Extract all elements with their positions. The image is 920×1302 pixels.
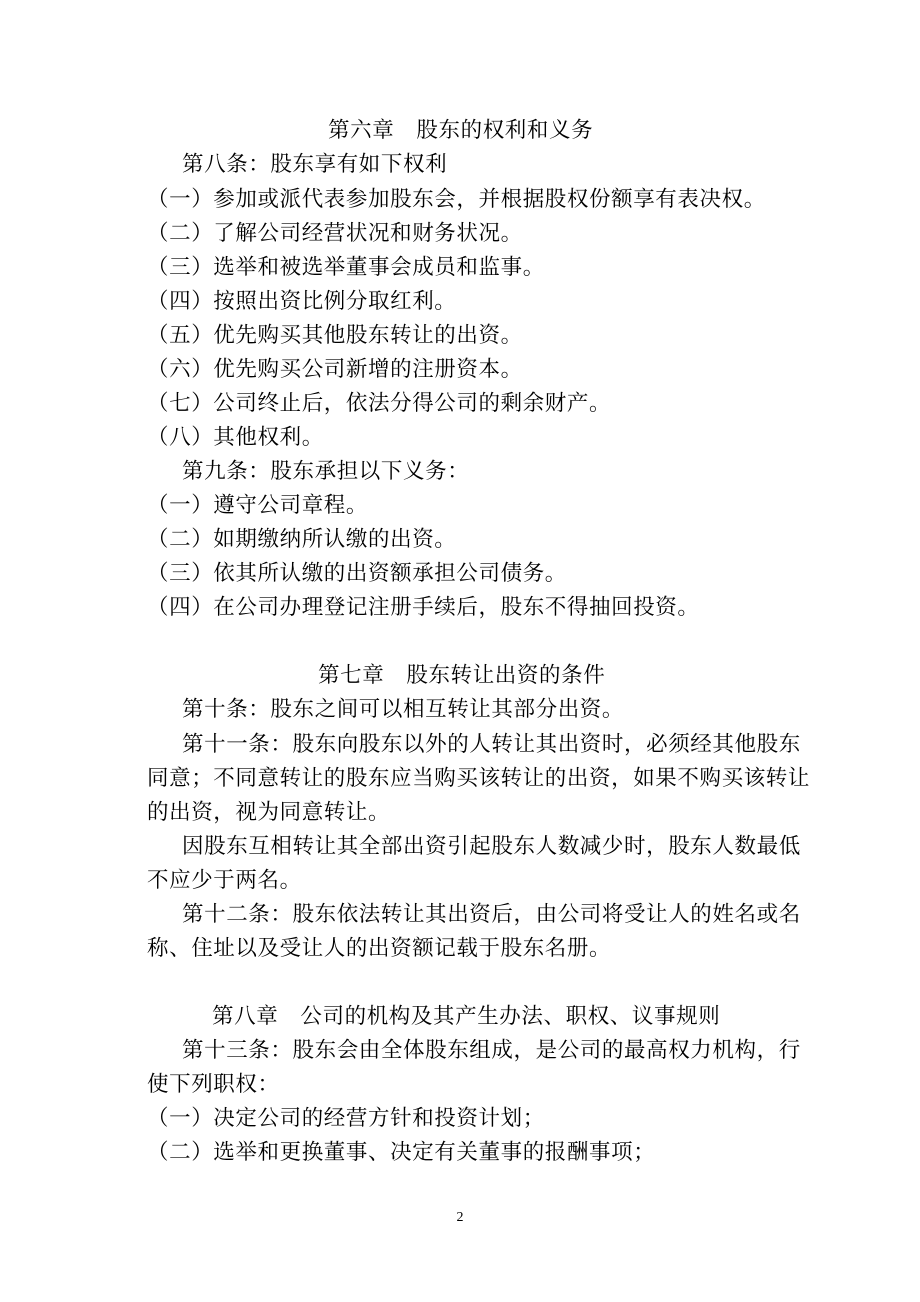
article-11-line: 第十一条：股东向股东以外的人转让其出资时，必须经其他股东 bbox=[182, 732, 801, 757]
page-number: 2 bbox=[456, 1210, 464, 1225]
article-9-item: （一）遵守公司章程。 bbox=[147, 493, 369, 518]
article-8-heading: 第八条：股东享有如下权利 bbox=[182, 152, 448, 177]
article-11-line: 同意；不同意转让的股东应当购买该转让的出资，如果不购买该转让 bbox=[147, 766, 811, 791]
article-8-item: （一）参加或派代表参加股东会，并根据股权份额享有表决权。 bbox=[147, 187, 766, 212]
article-9-item: （四）在公司办理登记注册手续后，股东不得抽回投资。 bbox=[147, 595, 700, 620]
article-13-item: （二）选举和更换董事、决定有关董事的报酬事项； bbox=[147, 1140, 656, 1165]
article-9-item: （二）如期缴纳所认缴的出资。 bbox=[147, 527, 457, 552]
article-8-item: （三）选举和被选举董事会成员和监事。 bbox=[147, 255, 545, 280]
article-8-item: （五）优先购买其他股东转让的出资。 bbox=[147, 323, 523, 348]
chapter-8-title: 第八章 公司的机构及其产生办法、职权、议事规则 bbox=[212, 1004, 721, 1029]
article-12-line: 称、住址以及受让人的出资额记载于股东名册。 bbox=[147, 936, 612, 961]
article-13-item: （一）决定公司的经营方针和投资计划； bbox=[147, 1106, 545, 1131]
chapter-6-title: 第六章 股东的权利和义务 bbox=[328, 118, 594, 143]
article-13-line: 第十三条：股东会由全体股东组成，是公司的最高权力机构，行 bbox=[182, 1038, 801, 1063]
article-8-item: （七）公司终止后，依法分得公司的剩余财产。 bbox=[147, 391, 612, 416]
article-8-item: （八）其他权利。 bbox=[147, 425, 324, 450]
article-10: 第十条：股东之间可以相互转让其部分出资。 bbox=[182, 697, 625, 722]
article-13-line: 使下列职权： bbox=[147, 1072, 280, 1097]
article-11-line: 的出资，视为同意转让。 bbox=[147, 800, 391, 825]
article-9-heading: 第九条：股东承担以下义务： bbox=[182, 459, 470, 484]
article-8-item: （六）优先购买公司新增的注册资本。 bbox=[147, 357, 523, 382]
article-9-item: （三）依其所认缴的出资额承担公司债务。 bbox=[147, 561, 567, 586]
article-12-line: 第十二条：股东依法转让其出资后，由公司将受让人的姓名或名 bbox=[182, 902, 801, 927]
transfer-note-line: 不应少于两名。 bbox=[147, 868, 302, 893]
transfer-note-line: 因股东互相转让其全部出资引起股东人数减少时，股东人数最低 bbox=[182, 834, 801, 859]
chapter-7-title: 第七章 股东转让出资的条件 bbox=[318, 663, 606, 688]
article-8-item: （四）按照出资比例分取红利。 bbox=[147, 289, 457, 314]
article-8-item: （二）了解公司经营状况和财务状况。 bbox=[147, 221, 523, 246]
